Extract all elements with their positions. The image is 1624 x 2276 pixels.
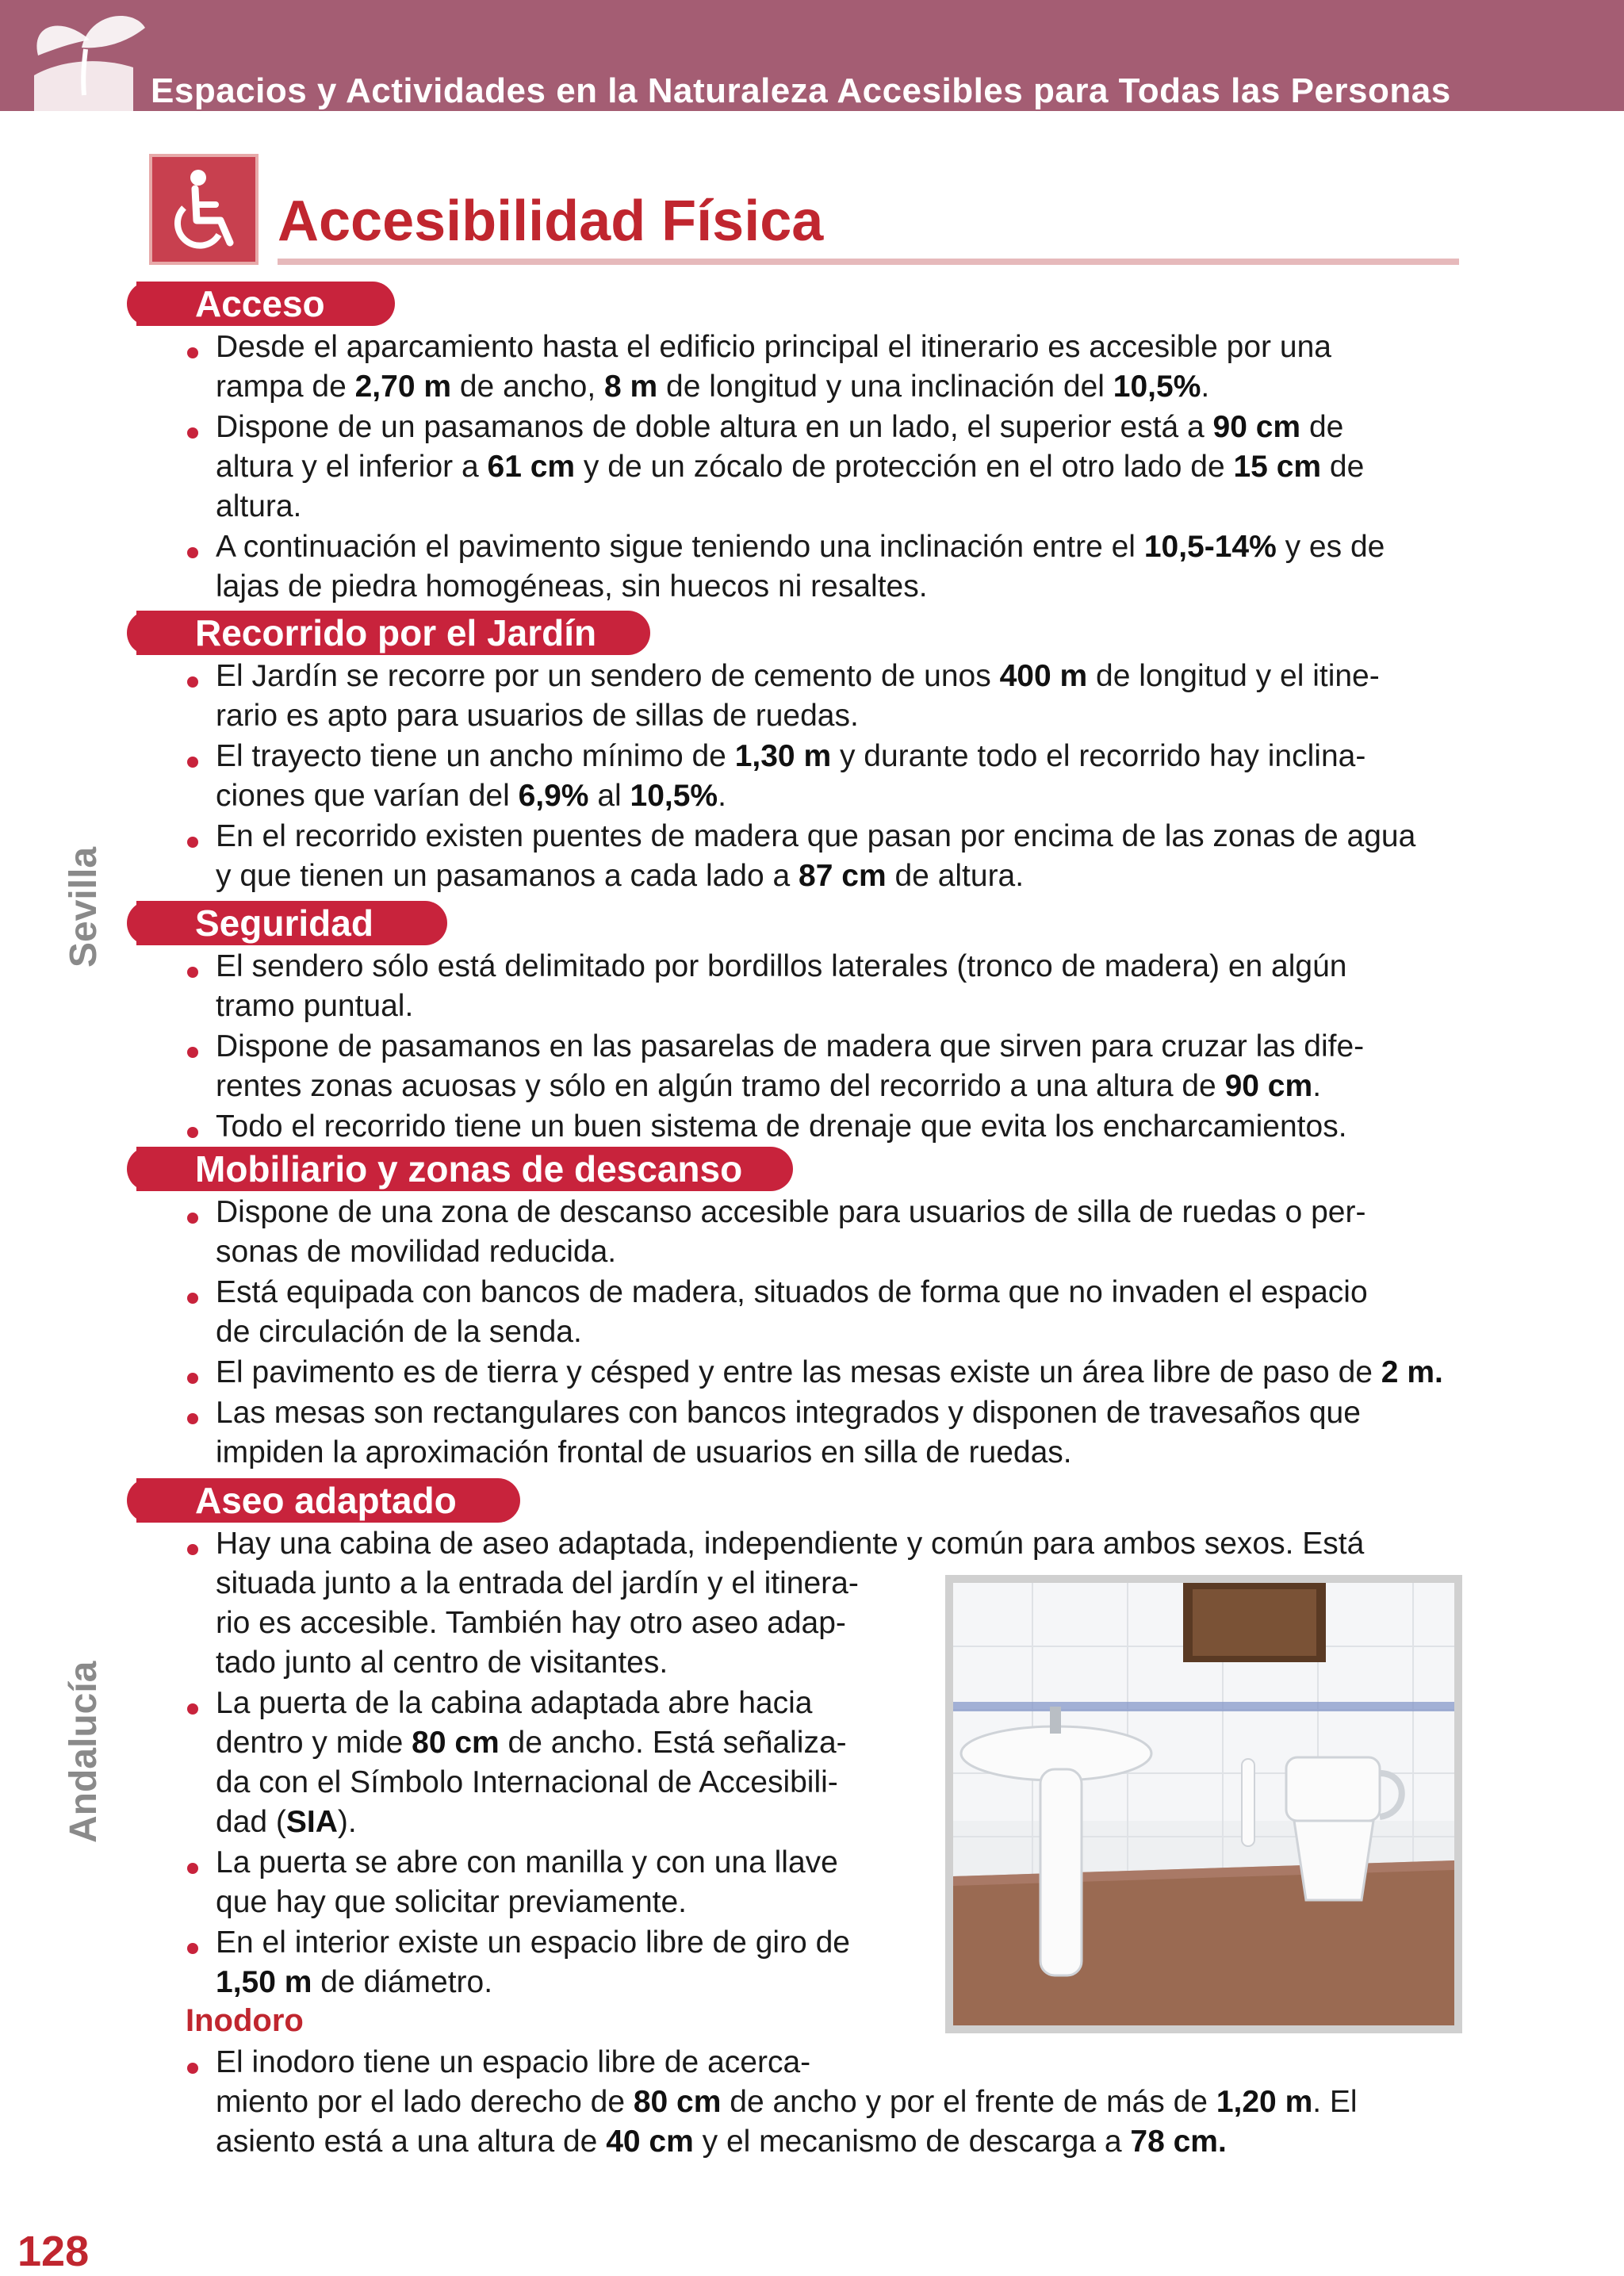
text-run: de circulación de la senda. xyxy=(216,1315,582,1349)
side-city-label: Sevilla xyxy=(63,846,105,967)
bullet-line xyxy=(216,1723,847,1763)
text-run: asiento está a una altura de xyxy=(216,2125,607,2159)
bullet-dot xyxy=(187,967,198,978)
bullet-dot xyxy=(187,1703,198,1715)
bold-value: 10,5% xyxy=(630,779,718,813)
bullet-dot xyxy=(187,547,198,558)
bullet-line xyxy=(216,367,1209,407)
bullet-line xyxy=(216,2083,1358,2122)
bullet-dot xyxy=(187,1863,198,1874)
bullet-line xyxy=(216,328,1331,367)
bullet-line xyxy=(216,947,1346,987)
bold-value: 10,5-14% xyxy=(1143,530,1277,564)
bullet-line xyxy=(216,487,301,527)
subheading-inodoro: Inodoro xyxy=(186,2003,304,2038)
text-run: da con el Símbolo Internacional de Accesibili- xyxy=(216,1765,838,1799)
bullet-line xyxy=(216,1107,1347,1147)
text-run: El Jardín se recorre por un sendero de cemento de unos xyxy=(216,659,1000,693)
text-run: La puerta de la cabina adaptada abre hacia xyxy=(216,1686,813,1720)
bold-value: 2 m. xyxy=(1381,1355,1443,1389)
page-number: 128 xyxy=(17,2228,90,2275)
bold-value: 8 m xyxy=(604,370,658,404)
bold-value: 2,70 m xyxy=(354,370,452,404)
section-heading-seguridad: Seguridad xyxy=(136,901,447,945)
bullet-dot xyxy=(187,347,198,358)
bullet-line xyxy=(216,856,1024,896)
bullet-dot xyxy=(187,427,198,439)
text-run: lajas de piedra homogéneas, sin huecos ni resaltes. xyxy=(216,569,928,603)
bathroom-photo xyxy=(945,1575,1462,2033)
text-run: y de un zócalo de protección en el otro lado de xyxy=(575,450,1234,484)
bullet-dot xyxy=(187,1373,198,1384)
bullet-line xyxy=(216,776,726,816)
bullet-dot xyxy=(187,1544,198,1555)
bullet-line xyxy=(216,1353,1443,1393)
bullet-line xyxy=(216,1027,1364,1067)
bullet-line xyxy=(216,1763,838,1803)
bold-value: 10,5% xyxy=(1113,370,1201,404)
bold-value: 1,30 m xyxy=(734,739,832,773)
text-run: Desde el aparcamiento hasta el edificio principal el itinerario es accesible por una xyxy=(216,330,1331,364)
bullet-line xyxy=(216,1564,859,1604)
text-run: El trayecto tiene un ancho mínimo de xyxy=(216,739,735,773)
text-run: situada junto a la entrada del jardín y el itinera- xyxy=(216,1566,859,1600)
text-run: de xyxy=(1321,450,1365,484)
bullet-line xyxy=(216,567,928,607)
bullet-dot xyxy=(187,837,198,848)
text-run: . xyxy=(1201,370,1210,404)
text-run: El sendero sólo está delimitado por bordillos laterales (tronco de madera) en algún xyxy=(216,949,1347,983)
bullet-line xyxy=(216,1684,812,1723)
bullet-line xyxy=(216,1524,1364,1564)
bold-value: 80 cm xyxy=(412,1726,500,1760)
page-title: Accesibilidad Física xyxy=(278,190,824,253)
bullet-line xyxy=(216,1883,687,1922)
bullet-line xyxy=(216,1273,1368,1312)
bullet-line xyxy=(216,2122,1227,2162)
text-run: El pavimento es de tierra y césped y entre las mesas existe un área libre de paso de xyxy=(216,1355,1381,1389)
bullet-line xyxy=(216,408,1343,447)
text-run: ciones que varían del xyxy=(216,779,519,813)
bullet-line xyxy=(216,1843,838,1883)
text-run: Dispone de pasamanos en las pasarelas de madera que sirven para cruzar las dife- xyxy=(216,1029,1365,1063)
text-run: de xyxy=(1300,410,1344,444)
bold-value: 80 cm xyxy=(633,2085,722,2119)
bold-value: 40 cm xyxy=(606,2125,694,2159)
bold-value: 15 cm xyxy=(1233,450,1322,484)
bullet-dot xyxy=(187,676,198,688)
bold-value: 1,50 m xyxy=(216,1965,312,1999)
text-run: de longitud y una inclinación del xyxy=(657,370,1113,404)
text-run: . El xyxy=(1312,2085,1358,2119)
bold-value: 78 cm. xyxy=(1130,2125,1227,2159)
text-run: dad ( xyxy=(216,1805,286,1839)
bullet-line xyxy=(216,1803,357,1842)
text-run: y el mecanismo de descarga a xyxy=(693,2125,1131,2159)
bullet-line xyxy=(216,1923,850,1963)
bullet-dot xyxy=(187,2063,198,2074)
wheelchair-icon xyxy=(152,157,255,262)
title-divider xyxy=(278,259,1459,265)
bullet-line xyxy=(216,1393,1361,1433)
text-run: tado junto al centro de visitantes. xyxy=(216,1646,668,1680)
bold-value: SIA xyxy=(285,1805,338,1839)
text-run: La puerta se abre con manilla y con una llave xyxy=(216,1845,838,1879)
bullet-line xyxy=(216,1433,1072,1473)
text-run: y es de xyxy=(1276,530,1385,564)
text-run: Está equipada con bancos de madera, situados de forma que no invaden el espacio xyxy=(216,1275,1368,1309)
text-run: El inodoro tiene un espacio libre de acerca- xyxy=(216,2045,811,2079)
header-band xyxy=(0,0,1624,111)
text-run: Dispone de un pasamanos de doble altura en un lado, el superior está a xyxy=(216,410,1213,444)
bullet-line xyxy=(216,1193,1365,1232)
text-run: . xyxy=(718,779,726,813)
text-run: de ancho. Está señaliza- xyxy=(499,1726,847,1760)
text-run: rio es accesible. También hay otro aseo adap- xyxy=(216,1606,846,1640)
text-run: rampa de xyxy=(216,370,355,404)
text-run: de ancho y por el frente de más de xyxy=(721,2085,1216,2119)
side-region-label: Andalucía xyxy=(63,1661,105,1843)
section-heading-mobiliario: Mobiliario y zonas de descanso xyxy=(136,1147,793,1191)
bullet-dot xyxy=(187,1413,198,1424)
text-run: rario es apto para usuarios de sillas de ruedas. xyxy=(216,699,859,733)
leaf-logo-icon xyxy=(14,0,149,111)
text-run: En el interior existe un espacio libre de giro de xyxy=(216,1925,850,1960)
text-run: Todo el recorrido tiene un buen sistema de drenaje que evita los encharcamientos. xyxy=(216,1109,1347,1144)
bold-value: 6,9% xyxy=(518,779,589,813)
bullet-line xyxy=(216,657,1380,696)
bullet-line xyxy=(216,987,413,1026)
bullet-line xyxy=(216,1312,582,1352)
text-run: de altura. xyxy=(886,859,1025,893)
text-run: . xyxy=(1312,1069,1322,1103)
text-run: Dispone de una zona de descanso accesible para usuarios de silla de ruedas o per- xyxy=(216,1195,1366,1229)
text-run: Las mesas son rectangulares con bancos integrados y disponen de travesaños que xyxy=(216,1396,1361,1430)
text-run: al xyxy=(588,779,630,813)
bullet-line xyxy=(216,1604,846,1643)
bullet-line xyxy=(216,1643,668,1683)
bullet-dot xyxy=(187,1943,198,1954)
bullet-dot xyxy=(187,757,198,768)
section-heading-recorrido: Recorrido por el Jardín xyxy=(136,611,650,655)
bullet-line xyxy=(216,817,1415,856)
bullet-line xyxy=(216,696,859,736)
bullet-dot xyxy=(187,1127,198,1138)
bullet-line xyxy=(216,1232,616,1272)
bold-value: 1,20 m xyxy=(1216,2085,1313,2119)
text-run: sonas de movilidad reducida. xyxy=(216,1235,617,1269)
text-run: y durante todo el recorrido hay inclina- xyxy=(831,739,1366,773)
text-run: que hay que solicitar previamente. xyxy=(216,1885,688,1919)
bullet-line xyxy=(216,1067,1321,1106)
section-heading-acceso: Acceso xyxy=(136,282,395,326)
bullet-line xyxy=(216,527,1385,567)
text-run: de longitud y el itine- xyxy=(1087,659,1380,693)
bullet-dot xyxy=(187,1293,198,1304)
text-run: rentes zonas acuosas y sólo en algún tramo del recorrido a una altura de xyxy=(216,1069,1225,1103)
bullet-line xyxy=(216,1963,492,2002)
bullet-line xyxy=(216,447,1364,487)
text-run: y que tienen un pasamanos a cada lado a xyxy=(216,859,799,893)
bold-value: 400 m xyxy=(999,659,1088,693)
bold-value: 90 cm xyxy=(1224,1069,1313,1103)
text-run: ). xyxy=(337,1805,357,1839)
text-run: dentro y mide xyxy=(216,1726,412,1760)
bold-value: 61 cm xyxy=(487,450,576,484)
bold-value: 87 cm xyxy=(799,859,887,893)
text-run: de ancho, xyxy=(451,370,605,404)
text-run: Hay una cabina de aseo adaptada, independiente y común para ambos sexos. Está xyxy=(216,1527,1365,1561)
header-title: Espacios y Actividades en la Naturaleza Accesibles para Todas las Personas xyxy=(151,71,1451,110)
bullet-line xyxy=(216,2043,810,2083)
text-run: tramo puntual. xyxy=(216,989,414,1023)
text-run: altura. xyxy=(216,489,302,523)
section-heading-aseo: Aseo adaptado xyxy=(136,1478,520,1523)
text-run: miento por el lado derecho de xyxy=(216,2085,634,2119)
text-run: altura y el inferior a xyxy=(216,450,488,484)
bullet-dot xyxy=(187,1047,198,1058)
bullet-dot xyxy=(187,1213,198,1224)
bullet-line xyxy=(216,737,1365,776)
text-run: En el recorrido existen puentes de madera que pasan por encima de las zonas de agua xyxy=(216,819,1416,853)
bold-value: 90 cm xyxy=(1212,410,1301,444)
text-run: impiden la aproximación frontal de usuarios en silla de ruedas. xyxy=(216,1435,1072,1469)
text-run: de diámetro. xyxy=(312,1965,493,1999)
text-run: A continuación el pavimento sigue teniendo una inclinación entre el xyxy=(216,530,1144,564)
